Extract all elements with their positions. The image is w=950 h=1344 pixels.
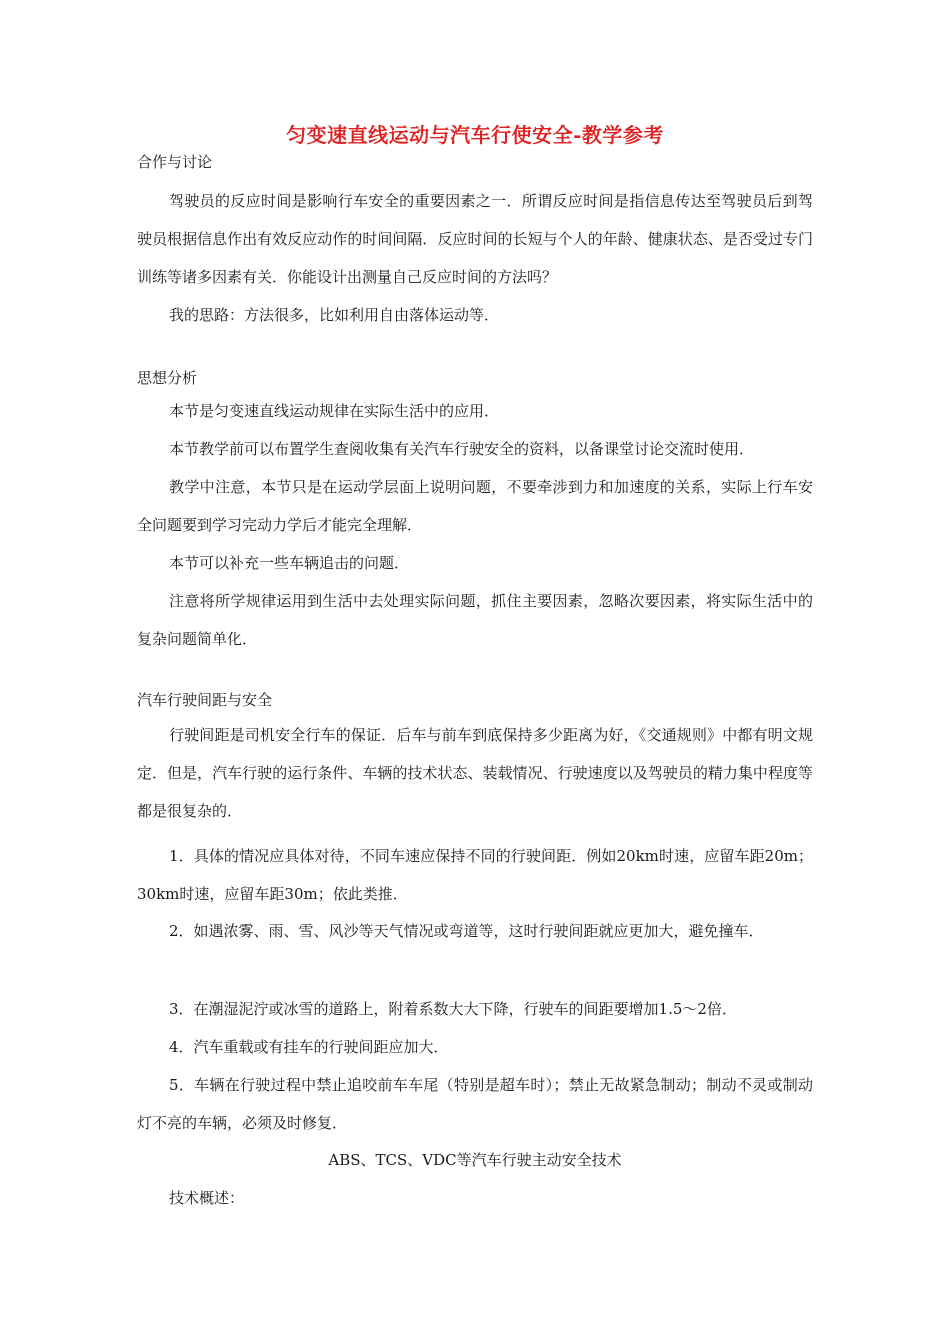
section-heading-tech: ABS、TCS、VDC等汽车行驶主动安全技术 xyxy=(328,1151,622,1169)
list-item: 1．具体的情况应具体对待，不同车速应保持不同的行驶间距．例如20km时速，应留车距20m；30km时速，应留车距30m；依此类推． xyxy=(137,847,813,903)
document-title: 匀变速直线运动与汽车行使安全-教学参考 xyxy=(286,123,664,147)
tech-overview-label: 技术概述： xyxy=(169,1189,245,1207)
list-item: 5．车辆在行驶过程中禁止追咬前车车尾（特别是超车时）；禁止无故紧急制动；制动不灵或制动灯不亮的车辆，必须及时修复． xyxy=(137,1076,813,1132)
paragraph: 注意将所学规律运用到生活中去处理实际问题，抓住主要因素，忽略次要因素，将实际生活中的复杂问题简单化． xyxy=(137,592,813,648)
paragraph: 本节教学前可以布置学生查阅收集有关汽车行驶安全的资料，以备课堂讨论交流时使用． xyxy=(169,440,755,458)
paragraph: 本节可以补充一些车辆追击的问题． xyxy=(169,554,410,572)
list-item: 4．汽车重载或有挂车的行驶间距应加大． xyxy=(169,1038,449,1056)
paragraph: 本节是匀变速直线运动规律在实际生活中的应用． xyxy=(169,402,500,420)
paragraph: 驾驶员的反应时间是影响行车安全的重要因素之一．所谓反应时间是指信息传达至驾驶员后到驾驶员根据信息作出有效反应动作的时间间隔．反应时间的长短与个人的年龄、健康状态、是否受过专门训练等诸多因素有关．你能设计出测量自己反应时间的方法吗？ xyxy=(137,192,813,286)
paragraph: 我的思路：方法很多，比如利用自由落体运动等． xyxy=(169,306,500,324)
paragraph: 行驶间距是司机安全行车的保证．后车与前车到底保持多少距离为好，《交通规则》中都有明文规定．但是，汽车行驶的运行条件、车辆的技术状态、装载情况、行驶速度以及驾驶员的精力集中程度等都是很复杂的． xyxy=(137,726,813,820)
list-item: 3．在潮湿泥泞或冰雪的道路上，附着系数大大下降，行驶车的间距要增加1.5～2倍． xyxy=(169,1000,737,1018)
paragraph: 教学中注意，本节只是在运动学层面上说明问题，不要牵涉到力和加速度的关系，实际上行车安全问题要到学习完动力学后才能完全理解． xyxy=(137,478,813,534)
section-heading-analysis: 思想分析 xyxy=(137,369,198,387)
section-heading-distance: 汽车行驶间距与安全 xyxy=(137,691,273,709)
section-heading-discussion: 合作与讨论 xyxy=(137,153,213,171)
list-item: 2．如遇浓雾、雨、雪、风沙等天气情况或弯道等，这时行驶间距就应更加大，避免撞车． xyxy=(169,922,764,940)
